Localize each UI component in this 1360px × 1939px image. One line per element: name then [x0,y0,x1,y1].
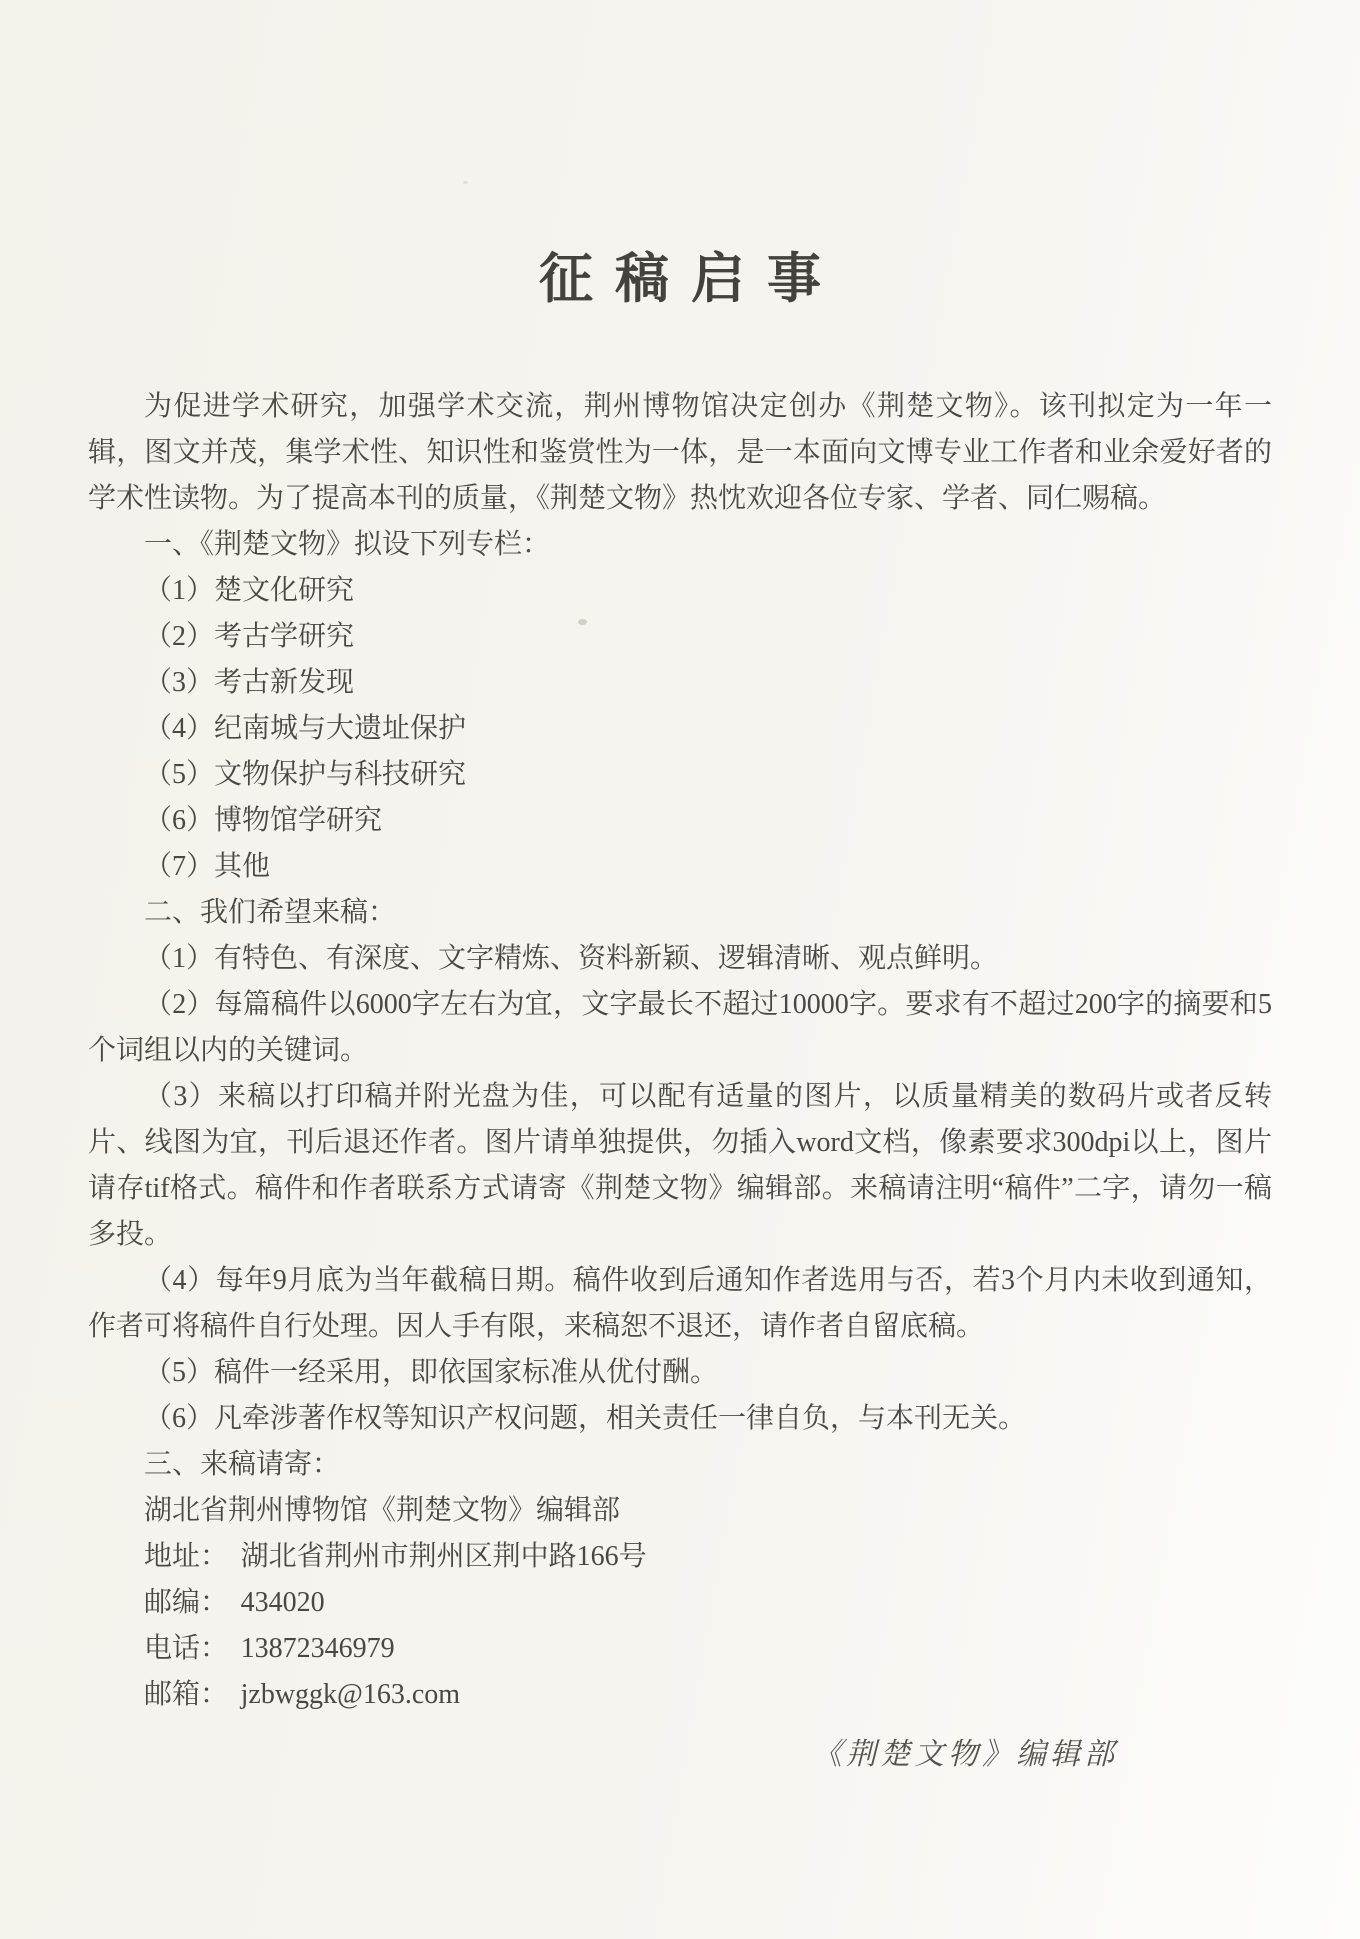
column-item-2: （2）考古学研究 [144,621,355,652]
contact-email-line [88,1672,1272,1718]
page-title: 征稿启事 [539,249,843,309]
column-item-7: （7）其他 [144,851,271,882]
address-label: 地址： [144,1541,229,1572]
address-value: 湖北省荆州市荆州区荆中路166号 [240,1541,647,1572]
phone-label: 电话： [144,1633,229,1664]
requirement-item-3: （3）来稿以打印稿并附光盘为佳，可以配有适量的图片，以质量精美的数码片或者反转片、线图为宜，刊后退还作者。图片请单独提供，勿插入word文档，像素要求300dpi以上，图片请存tif格式。稿件和作者联系方式请寄《荆楚文物》编辑部。来稿请注明“稿件”二字，请勿一稿多投。 [88,1081,1272,1250]
intro-paragraph: 为促进学术研究，加强学术交流，荆州博物馆决定创办《荆楚文物》。该刊拟定为一年一辑，图文并茂，集学术性、知识性和鉴赏性为一体，是一本面向文博专业工作者和业余爱好者的学术性读物。为了提高本刊的质量，《荆楚文物》热忱欢迎各位专家、学者、同仁赐稿。 [88,391,1272,514]
notice-body [0,384,1360,1718]
requirement-item-2: （2）每篇稿件以6000字左右为宜，文字最长不超过10000字。要求有不超过200字的摘要和5个词组以内的关键词。 [88,989,1272,1066]
requirement-item-1: （1）有特色、有深度、文字精炼、资料新颖、逻辑清晰、观点鲜明。 [144,943,999,974]
column-item-6: （6）博物馆学研究 [144,805,383,836]
postcode-label: 邮编： [144,1587,229,1618]
scan-speck [578,619,587,625]
email-value: jzbwggk@163.com [240,1679,461,1710]
scan-speck [463,181,468,184]
column-item-3: （3）考古新发现 [144,667,355,698]
contact-postcode-line [88,1580,1272,1626]
section-1-header: 一、《荆楚文物》拟设下列专栏： [144,529,551,560]
recipient-line: 湖北省荆州博物馆《荆楚文物》编辑部 [144,1495,621,1526]
requirement-item-4: （4）每年9月底为当年截稿日期。稿件收到后通知作者选用与否，若3个月内未收到通知，作者可将稿件自行处理。因人手有限，来稿恕不退还，请作者自留底稿。 [88,1265,1272,1342]
contact-phone-line [88,1626,1272,1672]
editorial-signature: 《荆楚文物》编辑部 [812,1738,1118,1771]
column-item-1: （1）楚文化研究 [144,575,355,606]
requirement-item-6: （6）凡牵涉著作权等知识产权问题，相关责任一律自负，与本刊无关。 [144,1403,1027,1434]
postcode-value: 434020 [240,1587,325,1618]
requirement-item-5: （5）稿件一经采用，即依国家标准从优付酬。 [144,1357,719,1388]
column-item-4: （4）纪南城与大遗址保护 [144,713,467,744]
column-item-5: （5）文物保护与科技研究 [144,759,467,790]
section-3-header: 三、来稿请寄： [144,1449,341,1480]
email-label: 邮箱： [144,1679,229,1710]
phone-value: 13872346979 [240,1633,395,1664]
contact-address-line [88,1534,1272,1580]
section-2-header: 二、我们希望来稿： [144,897,397,928]
